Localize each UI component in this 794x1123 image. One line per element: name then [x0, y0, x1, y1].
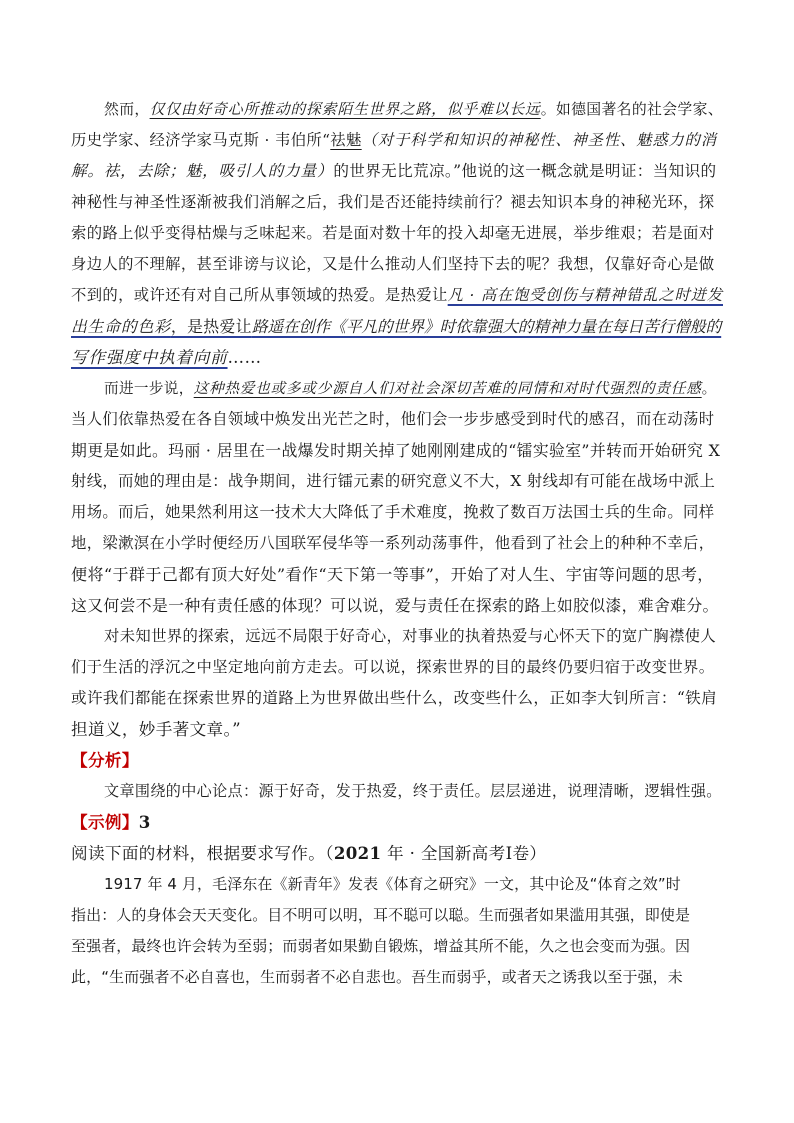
essay-line: 这又何尝不是一种有责任感的体现？可以说，爱与责任在探索的路上如胶似漆，难舍难分。 — [71, 596, 719, 615]
essay-line: 身边人的不理解，甚至诽谤与议论，又是什么推动人们坚持下去的呢？我想，仅靠好奇心是做 — [71, 255, 715, 273]
year: 2021 — [333, 843, 382, 863]
essay-line — [71, 342, 723, 373]
underlined-text: 路遥在创作《平凡的世界》时依靠强大的精神力量在每日苦行僧般的 — [251, 317, 722, 336]
underlined-text: 这种热爱也或多或少源自人们对社会深切苦难的同情和对时代强烈的责任感 — [193, 380, 702, 397]
essay-line: 用场。而后，她果然利用这一技术大大降低了手术难度，挽救了数百万法国士兵的生命。同样 — [71, 503, 715, 521]
text: 。 — [701, 380, 717, 397]
underlined-text: ，是热爱让 — [170, 317, 252, 336]
material-line: 指出：人的身体会天天变化。目不明可以明，耳不聪可以聪。生而强者如果滥用其强，即使是 — [71, 906, 691, 924]
material-line: 此，“生而强者不必自喜也，生而弱者不必自悲也。吾生而弱乎，或者天之诱我以至于强，未 — [71, 968, 683, 986]
text: 然而， — [104, 100, 150, 118]
example-heading — [71, 807, 723, 838]
text: …… — [227, 348, 262, 367]
essay-line — [71, 94, 723, 125]
essay-line: 神秘性与神圣性逐渐被我们消解之后，我们是否还能持续前行？褪去知识本身的神秘光环，探 — [71, 193, 715, 211]
document-page — [71, 94, 723, 993]
text: 的世界无比荒凉。”他说的这一概念就是明证：当知识的 — [333, 162, 717, 180]
essay-line: 射线，而她的理由是：战争期间，进行镭元素的研究意义不大，X 射线却有可能在战场中派上 — [71, 472, 716, 490]
italic-text: 解。祛，去除；魅，吸引人的力量） — [71, 162, 334, 180]
essay-line — [71, 125, 723, 156]
instruction-line — [71, 838, 723, 869]
essay-line: 便将“于群于己都有顶大好处”看作“天下第一等事”，开始了对人生、宇宙等问题的思考， — [71, 565, 714, 584]
underlined-text: 凡 · 高在饱受创伤与精神错乱之时迸发 — [447, 286, 723, 304]
example-label: 【示例】 — [71, 812, 139, 832]
essay-line: 对未知世界的探索，远远不局限于好奇心，对事业的执着热爱与心怀天下的宽广胸襟使人 — [104, 627, 717, 645]
essay-line: 们于生活的浮沉之中坚定地向前方走去。可以说，探索世界的目的最终仍要归宿于改变世界。 — [71, 658, 715, 676]
italic-text: （对于科学和知识的神秘性、神圣性、魅惑力的消 — [361, 131, 717, 149]
example-number: 3 — [138, 812, 151, 832]
essay-line — [71, 280, 723, 311]
text: 阅读下面的材料，根据要求写作。（ — [71, 844, 334, 863]
analysis-heading: 【分析】 — [71, 750, 139, 770]
analysis-text: 文章围绕的中心论点：源于好奇，发于热爱，终于责任。层层递进，说理清晰，逻辑性强。 — [104, 782, 722, 800]
text: 不到的，或许还有对自己所从事领域的热爱。是热爱让 — [71, 286, 448, 304]
material-line: 至强者，最终也许会转为至弱；而弱者如果勤自锻炼，增益其所不能，久之也会变而为强。因 — [71, 937, 691, 955]
text: 而进一步说， — [104, 380, 194, 397]
underlined-text: 祛魅 — [330, 131, 362, 149]
underlined-text: 仅仅由好奇心所推动的探索陌生世界之路，似乎难以长远 — [149, 100, 541, 118]
underlined-text: 写作强度中执着向前 — [71, 348, 228, 367]
essay-line: 或许我们都能在探索世界的道路上为世界做出些什么，改变些什么，正如李大钊所言：“铁肩 — [71, 689, 718, 707]
essay-line: 期更是如此。玛丽 · 居里在一战爆发时期关掉了她刚刚建成的“镭实验室”并转而开始研究 X — [71, 441, 721, 460]
essay-line: 地，梁漱溟在小学时便经历八国联军侵华等一系列动荡事件，他看到了社会上的种种不幸后， — [71, 534, 715, 552]
text: 历史学家、经济学家马克斯 · 韦伯所“ — [71, 131, 331, 149]
essay-line: 担道义，妙手著文章。” — [71, 720, 241, 739]
essay-line — [71, 373, 723, 404]
material-line: 1917 年 4 月，毛泽东在《新青年》发表《体育之研究》一文，其中论及“体育之效”时 — [104, 875, 681, 893]
essay-line — [71, 156, 723, 187]
text: 。如德国著名的社会学家、 — [540, 100, 724, 118]
underlined-text: 出生命的色彩 — [71, 317, 171, 336]
essay-line: 索的路上似乎变得枯燥与乏味起来。若是面对数十年的投入却毫无进展，举步维艰；若是面对 — [71, 224, 715, 242]
essay-line: 当人们依靠热爱在各自领域中焕发出光芒之时，他们会一步步感受到时代的感召，而在动荡时 — [71, 410, 715, 428]
essay-line — [71, 311, 723, 342]
text: 年 · 全国新高考Ⅰ卷） — [381, 844, 547, 863]
